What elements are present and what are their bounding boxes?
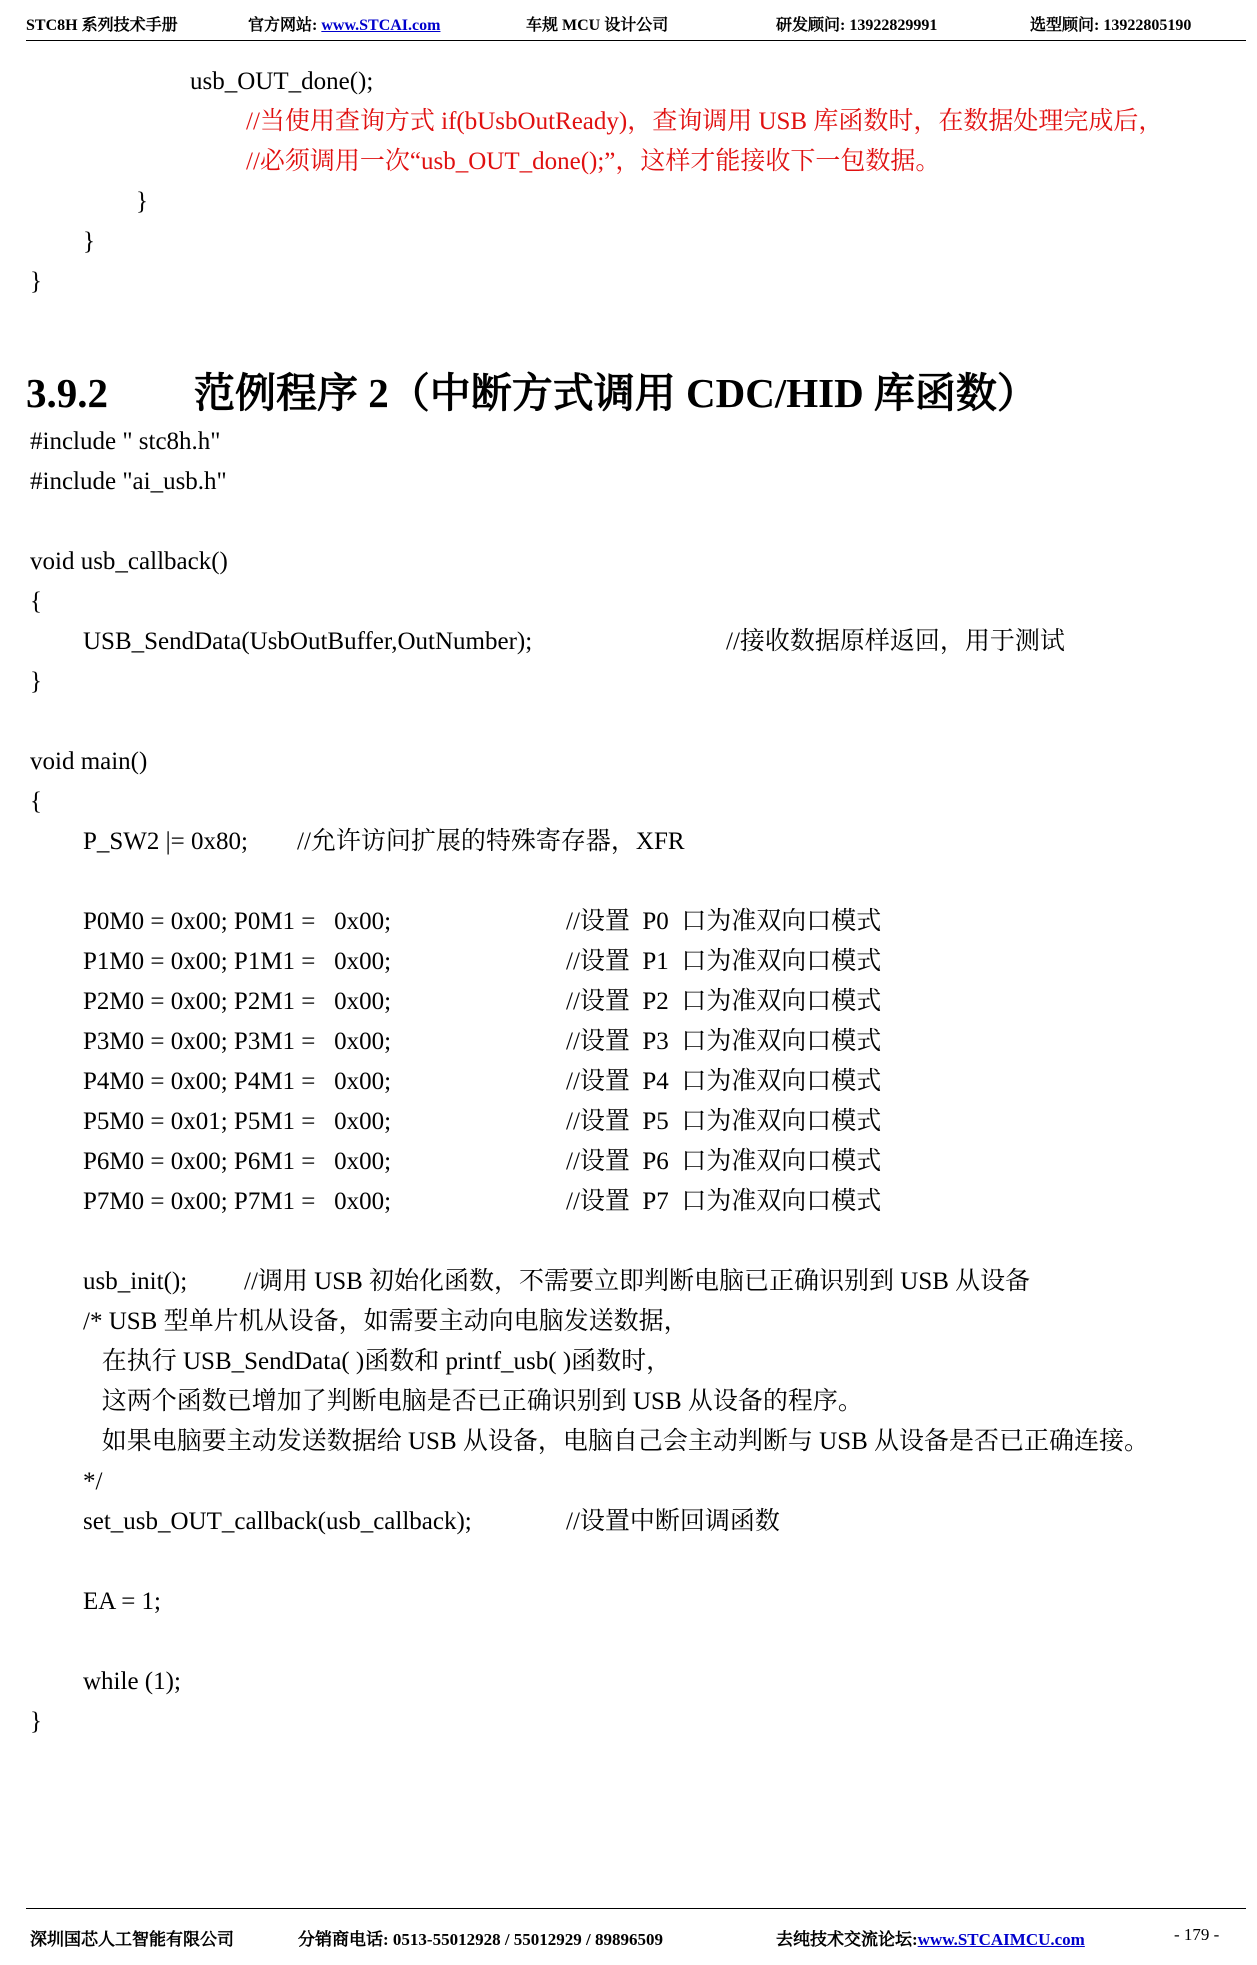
code-comment: /* USB 型单片机从设备，如需要主动向电脑发送数据， (83, 1308, 689, 1335)
website-label: 官方网站: (248, 17, 322, 34)
code-comment: 这两个函数已增加了判断电脑是否已正确识别到 USB 从设备的程序。 (83, 1388, 863, 1415)
code-line: } (30, 668, 42, 695)
company-tagline: 车规 MCU 设计公司 (526, 17, 669, 34)
code-line: P2M0 = 0x00; P2M1 = 0x00; (83, 988, 392, 1015)
website-link[interactable]: www.STCAI.com (321, 17, 441, 34)
code-comment: //设置 P7 口为准双向口模式 (566, 1188, 882, 1215)
code-line: EA = 1; (83, 1588, 161, 1615)
code-line: void usb_callback() (30, 548, 228, 575)
code-comment: //调用 USB 初始化函数，不需要立即判断电脑已正确识别到 USB 从设备 (244, 1268, 1031, 1295)
forum-label: 去纯技术交流论坛: (776, 1930, 918, 1949)
code-line: P5M0 = 0x01; P5M1 = 0x00; (83, 1108, 392, 1135)
code-comment: */ (83, 1468, 103, 1495)
code-line: { (30, 788, 42, 815)
code-comment: //设置 P0 口为准双向口模式 (566, 908, 882, 935)
code-line: set_usb_OUT_callback(usb_callback); (83, 1508, 472, 1535)
code-comment: //设置 P4 口为准双向口模式 (566, 1068, 882, 1095)
forum-link[interactable]: www.STCAIMCU.com (917, 1930, 1085, 1949)
footer-forum (776, 1925, 1085, 1951)
header-rule (26, 40, 1246, 41)
manual-title: STC8H 系列技术手册 (26, 17, 178, 34)
code-comment: //设置 P3 口为准双向口模式 (566, 1028, 882, 1055)
code-comment: 在执行 USB_SendData( )函数和 printf_usb( )函数时， (83, 1348, 672, 1375)
code-line: #include "ai_usb.h" (30, 468, 227, 495)
code-line: P1M0 = 0x00; P1M1 = 0x00; (83, 948, 392, 975)
code-line: void main() (30, 748, 148, 775)
code-line: USB_SendData(UsbOutBuffer,OutNumber); (83, 628, 533, 655)
code-line: { (30, 588, 42, 615)
footer-phone: 分销商电话: 0513-55012928 / 55012929 / 89896509 (298, 1930, 664, 1949)
code-line: } (30, 268, 42, 295)
code-comment: //设置 P6 口为准双向口模式 (566, 1148, 882, 1175)
code-line: P4M0 = 0x00; P4M1 = 0x00; (83, 1068, 392, 1095)
code-line: P0M0 = 0x00; P0M1 = 0x00; (83, 908, 392, 935)
code-line: P3M0 = 0x00; P3M1 = 0x00; (83, 1028, 392, 1055)
code-line: } (30, 1708, 42, 1735)
code-line: usb_init(); (83, 1268, 188, 1295)
code-line: P_SW2 |= 0x80; (83, 828, 248, 855)
code-line: P7M0 = 0x00; P7M1 = 0x00; (83, 1188, 392, 1215)
code-line: usb_OUT_done(); (190, 68, 374, 95)
code-line: #include " stc8h.h" (30, 428, 221, 455)
code-comment: //必须调用一次“usb_OUT_done();”，这样才能接收下一包数据。 (246, 148, 941, 175)
website (248, 12, 440, 38)
rd-contact: 研发顾问: 13922829991 (776, 17, 938, 34)
code-line: } (136, 188, 148, 215)
section-number: 3.9.2 (26, 370, 108, 416)
code-comment: //设置 P2 口为准双向口模式 (566, 988, 882, 1015)
section-heading (26, 360, 1038, 419)
code-line: P6M0 = 0x00; P6M1 = 0x00; (83, 1148, 392, 1175)
code-comment: //允许访问扩展的特殊寄存器，XFR (297, 828, 685, 855)
code-comment: //设置中断回调函数 (566, 1508, 780, 1535)
section-title: 范例程序 2（中断方式调用 CDC/HID 库函数） (194, 370, 1038, 416)
footer-company: 深圳国芯人工智能有限公司 (30, 1930, 234, 1949)
footer-rule (26, 1908, 1246, 1909)
code-comment: //当使用查询方式 if(bUsbOutReady)，查询调用 USB 库函数时，在数据处理完成后， (246, 108, 1164, 135)
code-comment: //设置 P5 口为准双向口模式 (566, 1108, 882, 1135)
code-line: } (83, 228, 95, 255)
code-line: while (1); (83, 1668, 181, 1695)
code-comment: //设置 P1 口为准双向口模式 (566, 948, 882, 975)
page-number: - 179 - (1174, 1925, 1220, 1944)
code-comment: 如果电脑要主动发送数据给 USB 从设备，电脑自己会主动判断与 USB 从设备是否已正确连接。 (83, 1428, 1150, 1455)
selection-contact: 选型顾问: 13922805190 (1030, 17, 1192, 34)
code-comment: //接收数据原样返回，用于测试 (726, 628, 1065, 655)
